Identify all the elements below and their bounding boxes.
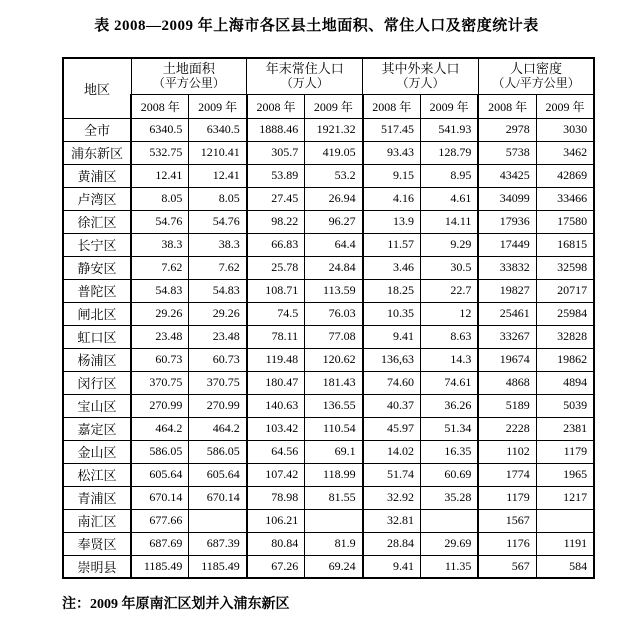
value-cell: 17936 <box>478 210 536 233</box>
region-name: 崇明县 <box>63 555 131 578</box>
table-row <box>63 509 594 532</box>
value-cell: 27.45 <box>247 187 305 210</box>
value-cell: 3.46 <box>363 256 421 279</box>
value-cell: 80.84 <box>247 532 305 555</box>
value-cell: 464.2 <box>131 417 189 440</box>
page-title: 表 2008—2009 年上海市各区县土地面积、常住人口及密度统计表 <box>94 18 539 34</box>
value-cell: 17580 <box>536 210 594 233</box>
value-cell: 8.95 <box>420 164 478 187</box>
value-cell: 60.69 <box>420 463 478 486</box>
region-name: 南汇区 <box>63 509 131 532</box>
value-cell: 32828 <box>536 325 594 348</box>
value-cell: 118.99 <box>305 463 363 486</box>
group-header-line1: 人口密度 <box>510 60 563 76</box>
value-cell: 180.47 <box>247 371 305 394</box>
value-cell: 1185.49 <box>131 555 189 578</box>
group-header-line1: 其中外来人口 <box>381 60 460 76</box>
value-cell: 107.42 <box>247 463 305 486</box>
value-cell: 17449 <box>478 233 536 256</box>
value-cell: 119.48 <box>247 348 305 371</box>
column-group-header <box>247 58 363 94</box>
value-cell: 586.05 <box>189 440 247 463</box>
value-cell: 81.55 <box>305 486 363 509</box>
corner-header-region: 地区 <box>63 58 131 118</box>
value-cell: 60.73 <box>189 348 247 371</box>
value-cell: 67.26 <box>247 555 305 578</box>
table-row <box>63 417 594 440</box>
table-row <box>63 302 594 325</box>
region-name: 奉贤区 <box>63 532 131 555</box>
value-cell: 74.60 <box>363 371 421 394</box>
value-cell: 1191 <box>536 532 594 555</box>
value-cell: 11.35 <box>420 555 478 578</box>
value-cell: 38.3 <box>131 233 189 256</box>
table-row <box>63 532 594 555</box>
value-cell: 14.3 <box>420 348 478 371</box>
value-cell: 54.76 <box>189 210 247 233</box>
value-cell: 586.05 <box>131 440 189 463</box>
value-cell: 532.75 <box>131 141 189 164</box>
value-cell: 64.4 <box>305 233 363 256</box>
value-cell: 8.05 <box>189 187 247 210</box>
value-cell: 108.71 <box>247 279 305 302</box>
value-cell: 10.35 <box>363 302 421 325</box>
value-cell: 35.28 <box>420 486 478 509</box>
region-name: 宝山区 <box>63 394 131 417</box>
header-group-row <box>63 58 594 94</box>
value-cell: 54.76 <box>131 210 189 233</box>
table-row <box>63 141 594 164</box>
value-cell: 14.11 <box>420 210 478 233</box>
value-cell: 33267 <box>478 325 536 348</box>
value-cell: 9.41 <box>363 555 421 578</box>
value-cell: 567 <box>478 555 536 578</box>
region-name: 闸北区 <box>63 302 131 325</box>
value-cell: 687.39 <box>189 532 247 555</box>
value-cell: 181.43 <box>305 371 363 394</box>
value-cell: 6340.5 <box>189 118 247 141</box>
value-cell: 370.75 <box>131 371 189 394</box>
table-row <box>63 348 594 371</box>
value-cell <box>420 509 478 532</box>
value-cell: 605.64 <box>131 463 189 486</box>
value-cell: 5738 <box>478 141 536 164</box>
value-cell <box>536 509 594 532</box>
header-year-row <box>63 94 594 118</box>
value-cell: 584 <box>536 555 594 578</box>
table-row <box>63 555 594 578</box>
value-cell: 29.69 <box>420 532 478 555</box>
value-cell: 8.05 <box>131 187 189 210</box>
footnote: 注：2009 年原南汇区划并入浦东新区 <box>62 597 290 612</box>
group-header-line2: （人/平方公里） <box>492 75 580 90</box>
value-cell: 53.2 <box>305 164 363 187</box>
table-row <box>63 486 594 509</box>
value-cell: 106.21 <box>247 509 305 532</box>
region-name: 普陀区 <box>63 279 131 302</box>
value-cell: 23.48 <box>131 325 189 348</box>
region-name: 闵行区 <box>63 371 131 394</box>
table-row <box>63 325 594 348</box>
value-cell: 677.66 <box>131 509 189 532</box>
table-row <box>63 279 594 302</box>
value-cell: 1774 <box>478 463 536 486</box>
value-cell: 687.69 <box>131 532 189 555</box>
value-cell: 541.93 <box>420 118 478 141</box>
value-cell: 605.64 <box>189 463 247 486</box>
value-cell: 26.94 <box>305 187 363 210</box>
value-cell: 12.41 <box>131 164 189 187</box>
value-cell: 19862 <box>536 348 594 371</box>
value-cell: 4.61 <box>420 187 478 210</box>
value-cell: 9.41 <box>363 325 421 348</box>
value-cell: 1179 <box>478 486 536 509</box>
value-cell: 22.7 <box>420 279 478 302</box>
year-header: 2009 年 <box>536 94 594 118</box>
region-name: 金山区 <box>63 440 131 463</box>
value-cell: 78.11 <box>247 325 305 348</box>
value-cell: 14.02 <box>363 440 421 463</box>
value-cell: 136.55 <box>305 394 363 417</box>
value-cell <box>305 509 363 532</box>
value-cell: 120.62 <box>305 348 363 371</box>
value-cell: 18.25 <box>363 279 421 302</box>
table-row <box>63 371 594 394</box>
value-cell: 2978 <box>478 118 536 141</box>
table-row <box>63 440 594 463</box>
value-cell: 51.34 <box>420 417 478 440</box>
group-header-line1: 年末常住人口 <box>265 60 344 76</box>
value-cell: 98.22 <box>247 210 305 233</box>
value-cell: 4.16 <box>363 187 421 210</box>
region-name: 卢湾区 <box>63 187 131 210</box>
value-cell: 7.62 <box>189 256 247 279</box>
value-cell: 7.62 <box>131 256 189 279</box>
value-cell: 5039 <box>536 394 594 417</box>
value-cell: 4894 <box>536 371 594 394</box>
value-cell: 69.24 <box>305 555 363 578</box>
value-cell: 28.84 <box>363 532 421 555</box>
value-cell: 1965 <box>536 463 594 486</box>
value-cell: 93.43 <box>363 141 421 164</box>
table-row <box>63 210 594 233</box>
value-cell: 464.2 <box>189 417 247 440</box>
value-cell: 54.83 <box>131 279 189 302</box>
value-cell: 25461 <box>478 302 536 325</box>
value-cell: 1179 <box>536 440 594 463</box>
value-cell: 1921.32 <box>305 118 363 141</box>
value-cell: 1210.41 <box>189 141 247 164</box>
value-cell: 96.27 <box>305 210 363 233</box>
year-header: 2009 年 <box>189 94 247 118</box>
value-cell: 2228 <box>478 417 536 440</box>
value-cell: 69.1 <box>305 440 363 463</box>
value-cell: 16.35 <box>420 440 478 463</box>
value-cell: 40.37 <box>363 394 421 417</box>
value-cell: 5189 <box>478 394 536 417</box>
value-cell: 43425 <box>478 164 536 187</box>
value-cell: 670.14 <box>131 486 189 509</box>
value-cell: 1102 <box>478 440 536 463</box>
value-cell: 305.7 <box>247 141 305 164</box>
value-cell: 32.81 <box>363 509 421 532</box>
value-cell: 103.42 <box>247 417 305 440</box>
value-cell: 33466 <box>536 187 594 210</box>
column-group-header <box>131 58 247 94</box>
value-cell: 42869 <box>536 164 594 187</box>
value-cell: 25.78 <box>247 256 305 279</box>
value-cell: 32.92 <box>363 486 421 509</box>
value-cell: 74.61 <box>420 371 478 394</box>
value-cell: 3030 <box>536 118 594 141</box>
value-cell: 270.99 <box>189 394 247 417</box>
value-cell: 1567 <box>478 509 536 532</box>
value-cell: 9.15 <box>363 164 421 187</box>
value-cell: 23.48 <box>189 325 247 348</box>
year-header: 2009 年 <box>305 94 363 118</box>
value-cell: 110.54 <box>305 417 363 440</box>
region-name: 全市 <box>63 118 131 141</box>
column-group-header <box>363 58 479 94</box>
table-row <box>63 463 594 486</box>
value-cell: 20717 <box>536 279 594 302</box>
group-header-line2: （平方公里） <box>152 75 225 90</box>
column-group-header <box>478 58 594 94</box>
region-name: 嘉定区 <box>63 417 131 440</box>
table-body <box>63 118 594 578</box>
value-cell: 8.63 <box>420 325 478 348</box>
statistics-table <box>62 57 595 579</box>
year-header: 2008 年 <box>247 94 305 118</box>
group-header-line2: （万人） <box>396 75 445 90</box>
value-cell: 136,63 <box>363 348 421 371</box>
region-name: 徐汇区 <box>63 210 131 233</box>
region-name: 虹口区 <box>63 325 131 348</box>
value-cell: 419.05 <box>305 141 363 164</box>
value-cell: 54.83 <box>189 279 247 302</box>
table-header <box>63 58 594 118</box>
value-cell: 51.74 <box>363 463 421 486</box>
year-header: 2009 年 <box>420 94 478 118</box>
value-cell: 36.26 <box>420 394 478 417</box>
value-cell: 25984 <box>536 302 594 325</box>
value-cell: 16815 <box>536 233 594 256</box>
region-name: 浦东新区 <box>63 141 131 164</box>
value-cell: 128.79 <box>420 141 478 164</box>
value-cell: 29.26 <box>189 302 247 325</box>
value-cell: 77.08 <box>305 325 363 348</box>
value-cell: 370.75 <box>189 371 247 394</box>
region-name: 长宁区 <box>63 233 131 256</box>
table-row <box>63 118 594 141</box>
table-row <box>63 394 594 417</box>
value-cell <box>189 509 247 532</box>
table-row <box>63 233 594 256</box>
value-cell: 1176 <box>478 532 536 555</box>
region-name: 松江区 <box>63 463 131 486</box>
region-name: 杨浦区 <box>63 348 131 371</box>
region-name: 青浦区 <box>63 486 131 509</box>
value-cell: 30.5 <box>420 256 478 279</box>
value-cell: 19827 <box>478 279 536 302</box>
value-cell: 1185.49 <box>189 555 247 578</box>
table-row <box>63 187 594 210</box>
value-cell: 32598 <box>536 256 594 279</box>
year-header: 2008 年 <box>131 94 189 118</box>
table-row <box>63 164 594 187</box>
value-cell: 670.14 <box>189 486 247 509</box>
value-cell: 66.83 <box>247 233 305 256</box>
value-cell: 13.9 <box>363 210 421 233</box>
value-cell: 4868 <box>478 371 536 394</box>
value-cell: 29.26 <box>131 302 189 325</box>
value-cell: 53.89 <box>247 164 305 187</box>
value-cell: 1888.46 <box>247 118 305 141</box>
value-cell: 78.98 <box>247 486 305 509</box>
value-cell: 19674 <box>478 348 536 371</box>
value-cell: 12 <box>420 302 478 325</box>
value-cell: 1217 <box>536 486 594 509</box>
value-cell: 34099 <box>478 187 536 210</box>
value-cell: 2381 <box>536 417 594 440</box>
group-header-line1: 土地面积 <box>162 60 215 76</box>
table-row <box>63 256 594 279</box>
value-cell: 270.99 <box>131 394 189 417</box>
value-cell: 76.03 <box>305 302 363 325</box>
value-cell: 60.73 <box>131 348 189 371</box>
region-name: 黄浦区 <box>63 164 131 187</box>
value-cell: 24.84 <box>305 256 363 279</box>
value-cell: 81.9 <box>305 532 363 555</box>
value-cell: 74.5 <box>247 302 305 325</box>
value-cell: 12.41 <box>189 164 247 187</box>
value-cell: 6340.5 <box>131 118 189 141</box>
value-cell: 517.45 <box>363 118 421 141</box>
region-name: 静安区 <box>63 256 131 279</box>
value-cell: 45.97 <box>363 417 421 440</box>
group-header-line2: （万人） <box>280 75 329 90</box>
value-cell: 9.29 <box>420 233 478 256</box>
value-cell: 3462 <box>536 141 594 164</box>
value-cell: 64.56 <box>247 440 305 463</box>
value-cell: 140.63 <box>247 394 305 417</box>
year-header: 2008 年 <box>478 94 536 118</box>
value-cell: 33832 <box>478 256 536 279</box>
value-cell: 38.3 <box>189 233 247 256</box>
value-cell: 11.57 <box>363 233 421 256</box>
year-header: 2008 年 <box>363 94 421 118</box>
value-cell: 113.59 <box>305 279 363 302</box>
